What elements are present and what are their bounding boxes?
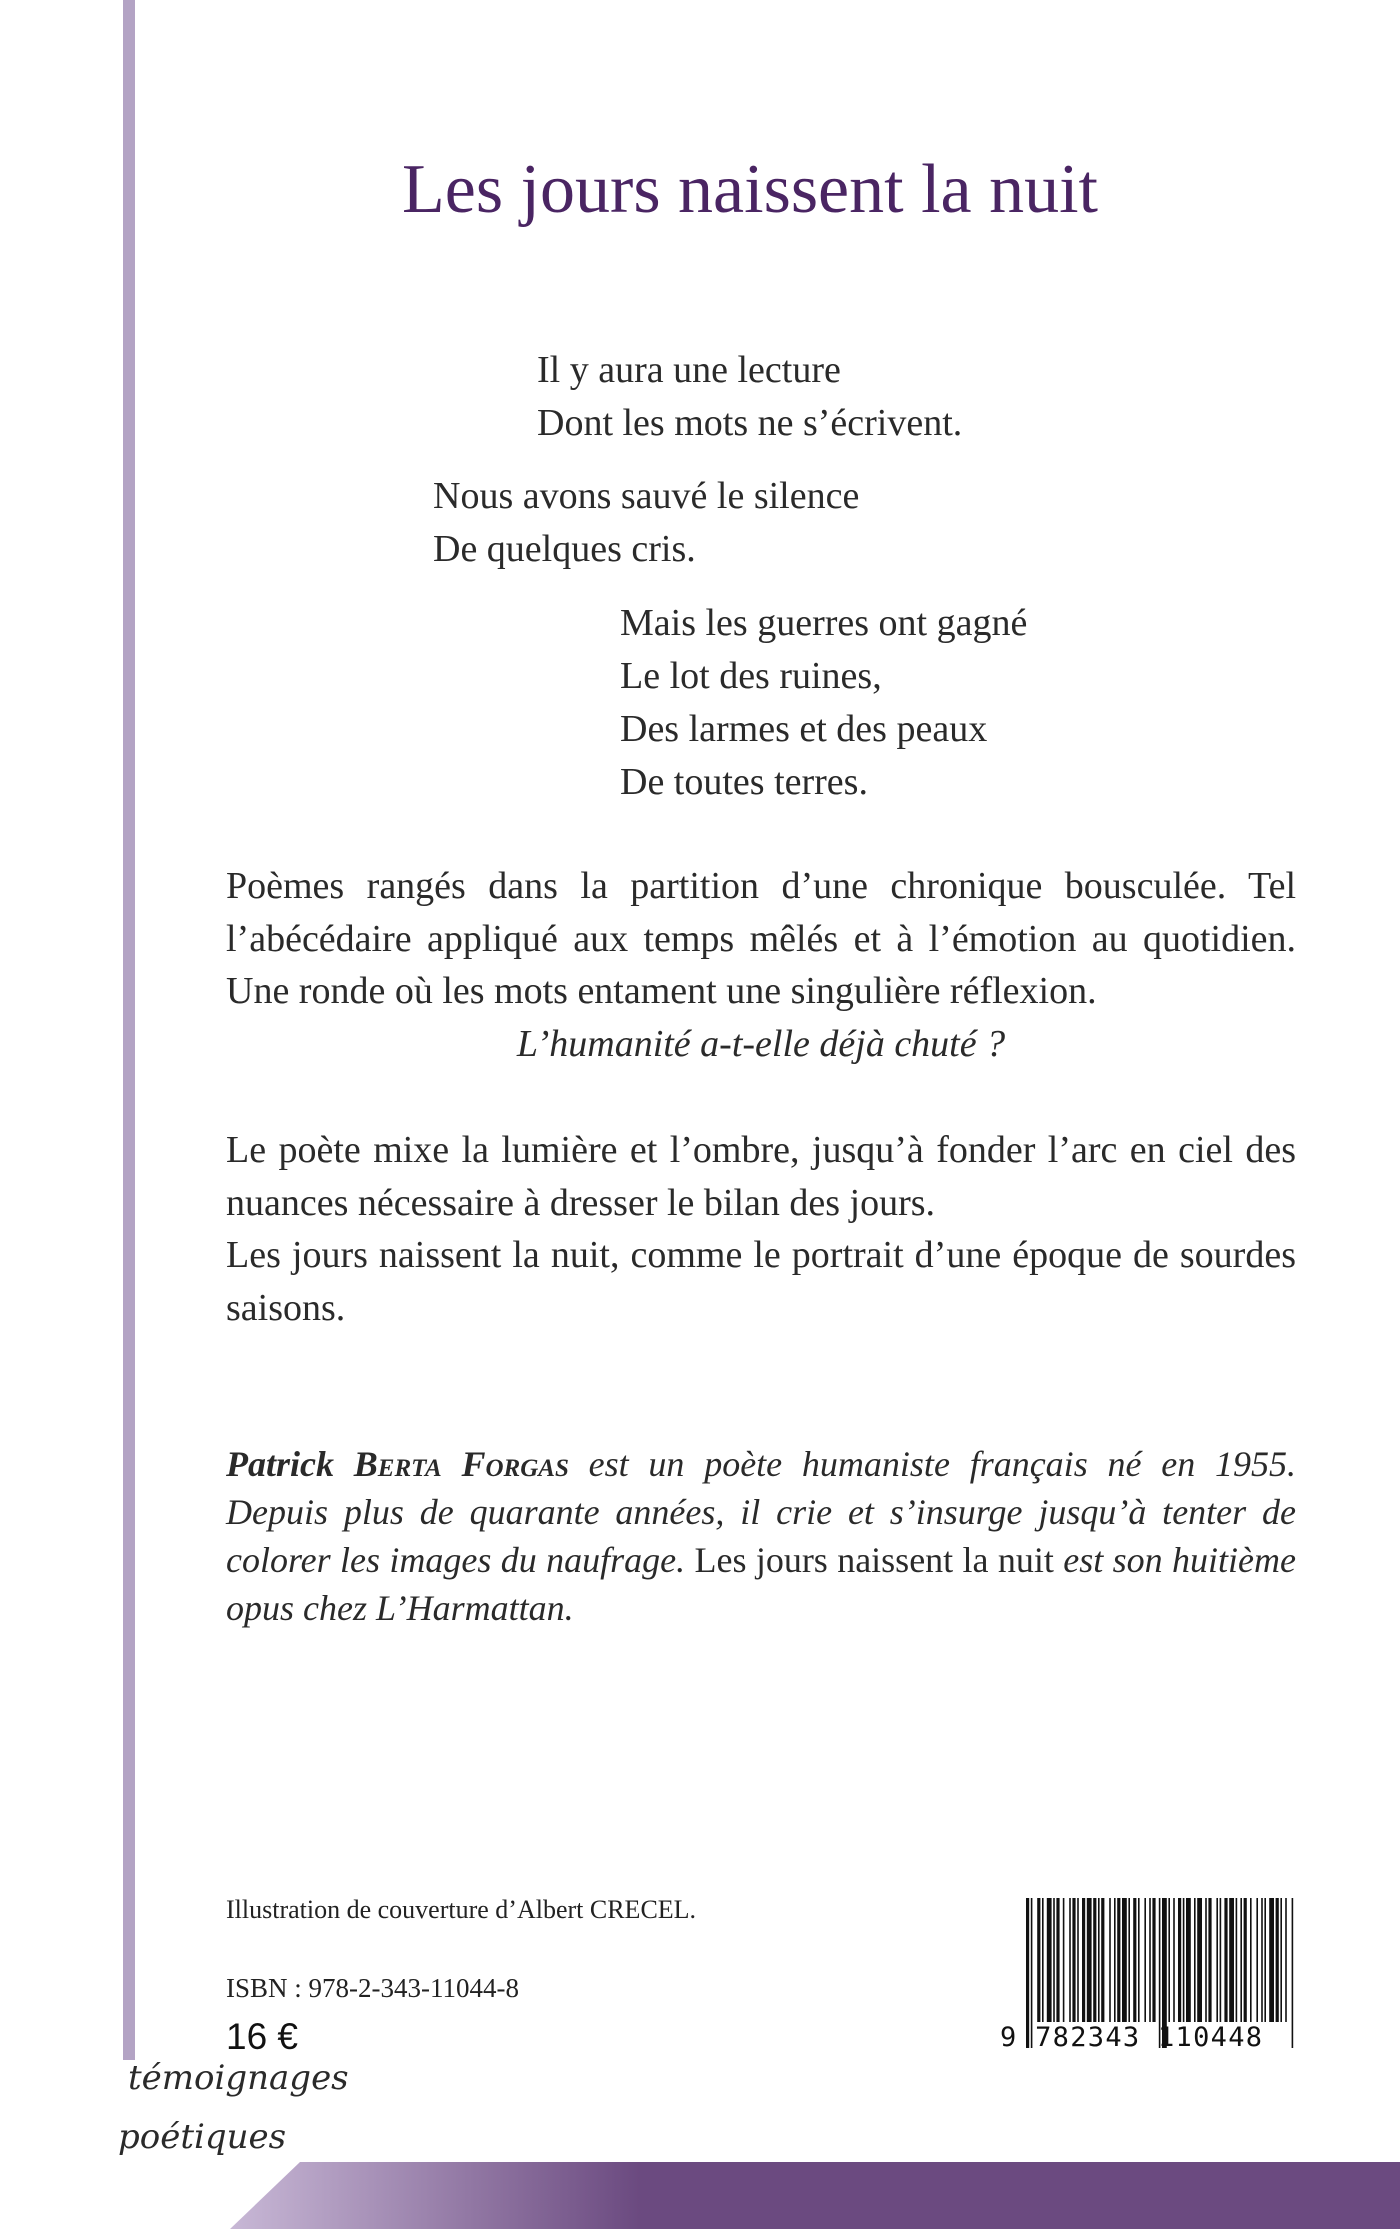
author-bio <box>226 1440 1296 1632</box>
bio-book-title: Les jours naissent la nuit <box>694 1540 1054 1580</box>
barcode-bar <box>1138 1898 1140 2022</box>
author-first-name: Patrick <box>226 1444 354 1484</box>
barcode-bar <box>1250 1898 1252 2022</box>
barcode-bar <box>1269 1898 1274 2022</box>
barcode-bar <box>1280 1898 1282 2022</box>
poem-line: Des larmes et des peaux <box>620 708 988 750</box>
barcode-bar <box>1042 1898 1044 2022</box>
description-question: L’humanité a-t-elle déjà chuté ? <box>516 1022 1006 1065</box>
barcode-bar <box>1037 1898 1040 2022</box>
bio-text: est un poète humaniste français né en 1955. Depuis plus de quarante années, il crie et s’insurge jusqu’à tenter de colorer les images du naufrage. <box>226 1444 1296 1580</box>
barcode-bar <box>1261 1898 1263 2022</box>
barcode-bar <box>1224 1898 1227 2022</box>
barcode-bar <box>1087 1898 1092 2022</box>
barcode-bar <box>1082 1898 1085 2022</box>
price: 16 € <box>226 2016 299 2057</box>
description-text: Le poète mixe la lumière et l’ombre, jusqu’à fonder l’arc en ciel des nuances nécessaire à dresser le bilan des jours. <box>226 1129 1296 1224</box>
barcode-bar <box>1098 1898 1100 2022</box>
barcode-bar <box>1149 1898 1151 2022</box>
barcode-bar <box>1244 1898 1247 2022</box>
barcode-bar <box>1133 1898 1136 2022</box>
barcode-bar <box>1047 1898 1052 2022</box>
barcode-bar <box>1117 1898 1120 2022</box>
barcode-bar <box>1053 1898 1055 2022</box>
barcode-bar <box>1144 1898 1146 2022</box>
barcode-bar <box>1063 1898 1065 2022</box>
poem-line: De quelques cris. <box>433 528 696 570</box>
poem-line: Dont les mots ne s’écrivent. <box>537 402 963 444</box>
poem-stanza-3 <box>620 597 1027 809</box>
barcode-bar <box>1264 1898 1266 2022</box>
description-text: Poèmes rangés dans la partition d’une chronique bousculée. Tel l’abécédaire appliqué aux temps mêlés et à l’émotion au quotidien. Une ronde où les mots entament une singulière réflexion. <box>226 865 1296 1012</box>
collection-name-line-2: poétiques <box>118 2117 287 2157</box>
poem-stanza-2 <box>433 470 859 576</box>
barcode-bar <box>1077 1898 1079 2022</box>
barcode-bar <box>1114 1898 1116 2022</box>
barcode-bar <box>1197 1898 1202 2022</box>
barcode-bar <box>1072 1898 1075 2022</box>
barcode-bar <box>1122 1898 1127 2022</box>
barcode-bar <box>1173 1898 1175 2022</box>
barcode-bar <box>1168 1898 1170 2022</box>
author-name <box>226 1444 569 1484</box>
collection-name-line-1: témoignages <box>128 2058 349 2098</box>
barcode-bar <box>1101 1898 1104 2022</box>
barcode-bar <box>1194 1898 1196 2022</box>
barcode-bar <box>1240 1898 1242 2022</box>
spine-bar <box>123 0 135 2060</box>
barcode-bar <box>1056 1898 1059 2022</box>
poem-line: De toutes terres. <box>620 761 868 803</box>
barcode-bar <box>1208 1898 1211 2022</box>
poem-stanza-1 <box>537 344 962 450</box>
description-paragraph-2 <box>226 1124 1296 1334</box>
poem-line: Mais les guerres ont gagné <box>620 602 1028 644</box>
barcode-bar <box>1183 1898 1185 2022</box>
poem-line: Il y aura une lecture <box>537 349 841 391</box>
barcode-bar <box>1220 1898 1222 2022</box>
barcode-bar <box>1093 1898 1096 2022</box>
barcode-bar <box>1152 1898 1155 2022</box>
barcode-bar <box>1276 1898 1279 2022</box>
barcode-bar <box>1256 1898 1258 2022</box>
barcode-bar <box>1186 1898 1191 2022</box>
description-text: Les jours naissent la nuit, comme le portrait d’une époque de sourdes saisons. <box>226 1234 1296 1329</box>
barcode-digits: 9 782343 110448 <box>1000 2022 1264 2053</box>
barcode-bar <box>1205 1898 1207 2022</box>
illustration-credit: Illustration de couverture d’Albert CRECEL. <box>226 1895 697 1924</box>
barcode-bar <box>1069 1898 1071 2022</box>
barcode-bar <box>1216 1898 1218 2022</box>
author-last-name: Berta Forgas <box>353 1444 569 1484</box>
barcode-bar <box>1236 1898 1238 2022</box>
barcode-bar <box>1178 1898 1181 2022</box>
bio-text: est son huitième opus chez L’Harmattan. <box>226 1540 1296 1628</box>
poem-line: Nous avons sauvé le silence <box>433 475 860 517</box>
poem-line: Le lot des ruines, <box>620 655 882 697</box>
isbn: ISBN : 978-2-343-11044-8 <box>226 1973 519 2003</box>
barcode-bar <box>1229 1898 1234 2022</box>
barcode-bar <box>1285 1898 1287 2022</box>
barcode-bar <box>1109 1898 1111 2022</box>
book-title: Les jours naissent la nuit <box>401 151 1098 228</box>
description-paragraph-1 <box>226 860 1296 1070</box>
barcode-bar <box>1128 1898 1130 2022</box>
